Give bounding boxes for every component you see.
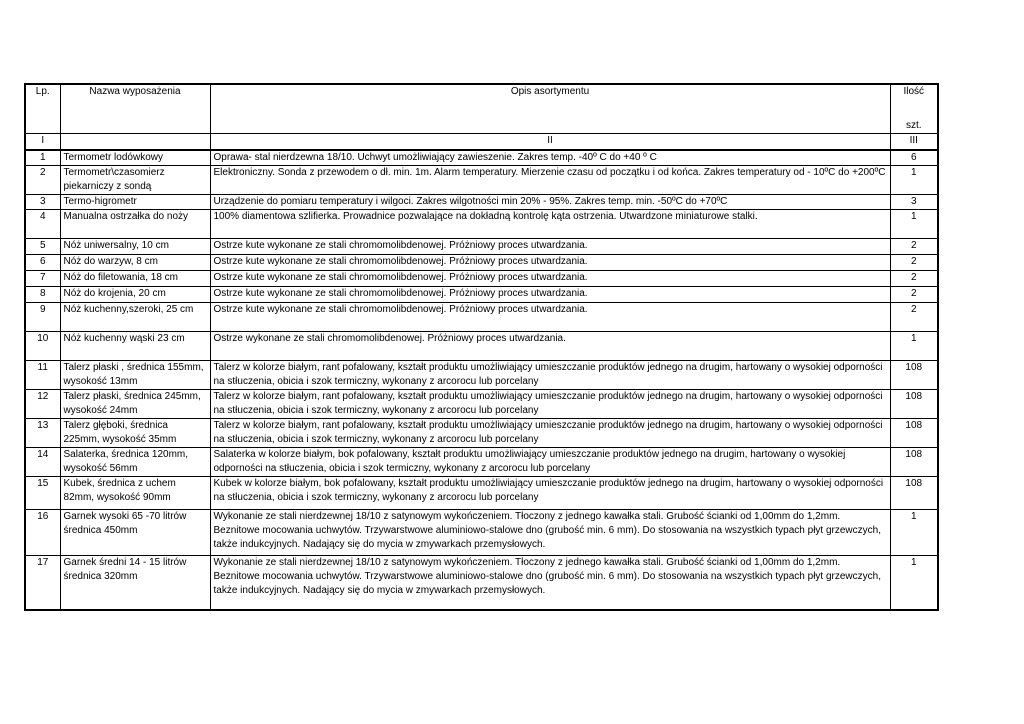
table-row (25, 255, 938, 271)
header-quantity-unit: szt. (905, 120, 922, 131)
row-description: Elektroniczny. Sonda z przewodem o dł. min. 1m. Alarm temperatury. Mierzenie czasu od początku i od końca. Zakres temperatury od - 10ºC do +200ºC (210, 166, 890, 195)
row-lp: 8 (25, 287, 60, 303)
row-description: Salaterka w kolorze białym, bok pofalowany, kształt produktu umożliwiający umieszczanie produktów jednego na drugim, hartowany o wysokiej odporności na stłuczenia, obicia i szok termiczny, wykonany z arcorocu lub porcelany (210, 448, 890, 477)
row-name: Nóż do filetowania, 18 cm (60, 271, 210, 287)
row-quantity: 108 (890, 419, 938, 448)
table-row (25, 195, 938, 210)
row-lp: 3 (25, 195, 60, 210)
row-name: Garnek średni 14 - 15 litrów średnica 320mm (60, 556, 210, 610)
row-description: Ostrze wykonane ze stali chromomolibdenowej. Próżniowy proces utwardzania. (210, 332, 890, 361)
table-header-row (25, 84, 938, 134)
row-name: Nóż do krojenia, 20 cm (60, 287, 210, 303)
row-quantity: 2 (890, 287, 938, 303)
row-quantity: 2 (890, 271, 938, 287)
row-description: Talerz w kolorze białym, rant pofalowany, kształt produktu umożliwiający umieszczanie produktów jednego na drugim, hartowany o wysokiej odporności na stłuczenia, obicia i szok termiczny, wykonany z arcorocu lub porcelany (210, 390, 890, 419)
inventory-table (24, 83, 939, 611)
row-name: Nóż do warzyw, 8 cm (60, 255, 210, 271)
row-name: Talerz płaski, średnica 245mm, wysokość 24mm (60, 390, 210, 419)
row-quantity: 108 (890, 448, 938, 477)
row-description: Wykonanie ze stali nierdzewnej 18/10 z satynowym wykończeniem. Tłoczony z jednego kawałka stali. Grubość ścianki od 1,00mm do 1,2mm. Beznitowe mocowania uchwytów. Trzywarstwowe aluminiowo-stalowe dno (grubość min. 6 mm). Do stosowania na wszystkich typach płyt grzewczych, także indukcyjnych. Nadający się do mycia w zmywarkach przemysłowych. (210, 556, 890, 610)
table-row (25, 556, 938, 610)
table-row (25, 287, 938, 303)
row-quantity: 2 (890, 303, 938, 332)
row-description: Talerz w kolorze białym, rant pofalowany, kształt produktu umożliwiający umieszczanie produktów jednego na drugim, hartowany o wysokiej odporności na stłuczenia, obicia i szok termiczny, wykonany z arcorocu lub porcelany (210, 419, 890, 448)
row-name: Talerz głęboki, średnica 225mm, wysokość 35mm (60, 419, 210, 448)
row-lp: 16 (25, 510, 60, 556)
row-quantity: 108 (890, 390, 938, 419)
row-quantity: 2 (890, 239, 938, 255)
roman-name-empty (60, 134, 210, 150)
row-name: Garnek wysoki 65 -70 litrów średnica 450mm (60, 510, 210, 556)
row-lp: 6 (25, 255, 60, 271)
row-quantity: 3 (890, 195, 938, 210)
row-name: Termo-higrometr (60, 195, 210, 210)
row-lp: 13 (25, 419, 60, 448)
row-description: Ostrze kute wykonane ze stali chromomolibdenowej. Próżniowy proces utwardzania. (210, 303, 890, 332)
roman-lp: I (25, 134, 60, 150)
row-description: Wykonanie ze stali nierdzewnej 18/10 z satynowym wykończeniem. Tłoczony z jednego kawałka stali. Grubość ścianki od 1,00mm do 1,2mm. Beznitowe mocowania uchwytów. Trzywarstwowe aluminiowo-stalowe dno (grubość min. 6 mm). Do stosowania na wszystkich typach płyt grzewczych, także indukcyjnych. Nadający się do mycia w zmywarkach przemysłowych. (210, 510, 890, 556)
table-row (25, 448, 938, 477)
roman-desc: II (210, 134, 890, 150)
header-description: Opis asortymentu (210, 84, 890, 134)
row-lp: 14 (25, 448, 60, 477)
row-name: Nóż uniwersalny, 10 cm (60, 239, 210, 255)
row-name: Manualna ostrzałka do noży (60, 210, 210, 239)
row-lp: 1 (25, 150, 60, 166)
row-name: Nóż kuchenny wąski 23 cm (60, 332, 210, 361)
row-lp: 5 (25, 239, 60, 255)
row-description: Ostrze kute wykonane ze stali chromomolibdenowej. Próżniowy proces utwardzania. (210, 287, 890, 303)
row-quantity: 1 (890, 510, 938, 556)
table-row (25, 390, 938, 419)
row-description: Ostrze kute wykonane ze stali chromomolibdenowej. Próżniowy proces utwardzania. (210, 255, 890, 271)
row-name: Termometr\czasomierz piekarniczy z sondą (60, 166, 210, 195)
table-row (25, 361, 938, 390)
table-row (25, 332, 938, 361)
row-name: Kubek, średnica z uchem 82mm, wysokość 90mm (60, 477, 210, 510)
header-quantity-label: Ilość (903, 86, 925, 97)
roman-qty: III (890, 134, 938, 150)
row-lp: 12 (25, 390, 60, 419)
row-quantity: 1 (890, 332, 938, 361)
row-quantity: 1 (890, 210, 938, 239)
row-lp: 17 (25, 556, 60, 610)
row-lp: 2 (25, 166, 60, 195)
roman-numeral-row (25, 134, 938, 150)
row-name: Talerz płaski , średnica 155mm, wysokość 13mm (60, 361, 210, 390)
row-description: Kubek w kolorze białym, bok pofalowany, kształt produktu umożliwiający umieszczanie produktów jednego na drugim, hartowany o wysokiej odporności na stłuczenia, obicia i szok termiczny, wykonany z arcorocu lub porcelany (210, 477, 890, 510)
row-quantity: 1 (890, 556, 938, 610)
row-quantity: 1 (890, 166, 938, 195)
row-quantity: 108 (890, 477, 938, 510)
table-row (25, 419, 938, 448)
table-row (25, 510, 938, 556)
row-name: Termometr lodówkowy (60, 150, 210, 166)
table-body (25, 150, 938, 610)
row-name: Nóż kuchenny,szeroki, 25 cm (60, 303, 210, 332)
table-row (25, 271, 938, 287)
row-description: 100% diamentowa szlifierka. Prowadnice pozwalające na dokładną kontrolę kąta ostrzenia. Utwardzone miniaturowe stalki. (210, 210, 890, 239)
header-lp: Lp. (25, 84, 60, 134)
row-description: Ostrze kute wykonane ze stali chromomolibdenowej. Próżniowy proces utwardzania. (210, 271, 890, 287)
header-quantity (890, 84, 938, 134)
row-lp: 10 (25, 332, 60, 361)
table-row (25, 477, 938, 510)
row-quantity: 2 (890, 255, 938, 271)
row-description: Urządzenie do pomiaru temperatury i wilgoci. Zakres wilgotności min 20% - 95%. Zakres temp. min. -50ºC do +70ºC (210, 195, 890, 210)
table-row (25, 303, 938, 332)
row-lp: 11 (25, 361, 60, 390)
row-lp: 4 (25, 210, 60, 239)
table-row (25, 166, 938, 195)
header-name: Nazwa wyposażenia (60, 84, 210, 134)
row-quantity: 108 (890, 361, 938, 390)
table-row (25, 210, 938, 239)
row-lp: 9 (25, 303, 60, 332)
row-lp: 7 (25, 271, 60, 287)
table-row (25, 239, 938, 255)
row-quantity: 6 (890, 150, 938, 166)
row-name: Salaterka, średnica 120mm, wysokość 56mm (60, 448, 210, 477)
row-lp: 15 (25, 477, 60, 510)
row-description: Ostrze kute wykonane ze stali chromomolibdenowej. Próżniowy proces utwardzania. (210, 239, 890, 255)
row-description: Oprawa- stal nierdzewna 18/10. Uchwyt umożliwiający zawieszenie. Zakres temp. -40º C do +40 º C (210, 150, 890, 166)
table-row (25, 150, 938, 166)
row-description: Talerz w kolorze białym, rant pofalowany, kształt produktu umożliwiający umieszczanie produktów jednego na drugim, hartowany o wysokiej odporności na stłuczenia, obicia i szok termiczny, wykonany z arcorocu lub porcelany (210, 361, 890, 390)
